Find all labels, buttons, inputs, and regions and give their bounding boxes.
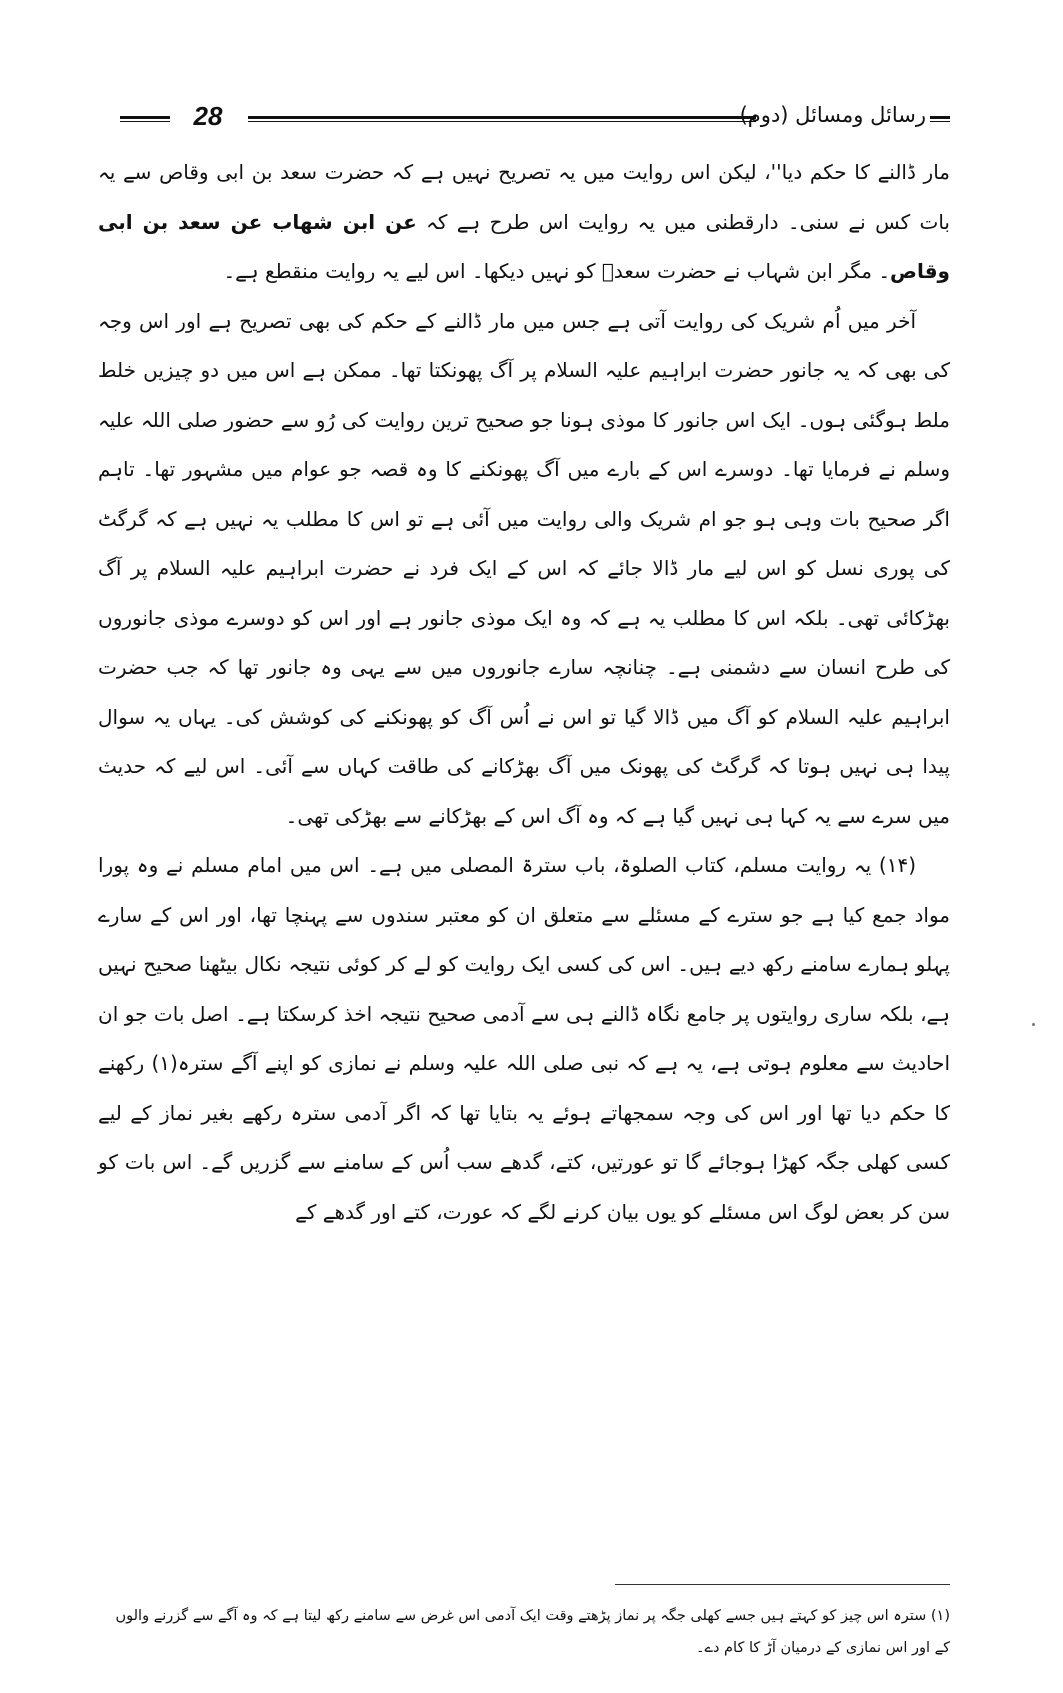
paragraph-1-text: مار ڈالنے کا حکم دیا''، لیکن اس روایت میں یہ تصریح نہیں ہے کہ حضرت سعد بن ابی وقاص سے یہ بات کس نے سنی۔ دارقطنی میں یہ روایت اس طرح ہے کہ xyxy=(98,160,950,234)
paragraph-3: (۱۴) یہ روایت مسلم، کتاب الصلوۃ، باب سترۃ المصلی میں ہے۔ اس میں امام مسلم نے وہ پورا مواد جمع کیا ہے جو سترے کے مسئلے سے متعلق ان کو معتبر سندوں سے پہنچا تھا، اور اس کے سارے پہلو ہمارے سامنے رکھ دیے ہیں۔ اس کی کسی ایک روایت کو لے کر کوئی نتیجہ نکال بیٹھنا صحیح نہیں ہے، بلکہ ساری روایتوں پر جامع نگاہ ڈالنے ہی سے آدمی صحیح نتیجہ اخذ کرسکتا ہے۔ اصل بات جو ان احادیث سے معلوم ہوتی ہے، یہ ہے کہ نبی صلی اللہ علیہ وسلم نے نمازی کو اپنے آگے سترہ(۱) رکھنے کا حکم دیا تھا اور اس کی وجہ سمجھاتے ہوئے یہ بتایا تھا کہ اگر آدمی سترہ رکھے بغیر نماز کے لیے کسی کھلی جگہ کھڑا ہوجائے گا تو عورتیں، کتے، گدھے سب اُس کے سامنے سے گزریں گے۔ اس بات کو سن کر بعض لوگ اس مسئلے کو یوں بیان کرنے لگے کہ عورت، کتے اور گدھے کے xyxy=(98,853,951,1224)
footnote-line-2: کے اور اس نمازی کے درمیان آڑ کا کام دے۔ xyxy=(696,1640,950,1656)
header-rule-left xyxy=(120,116,170,122)
header-rule-right xyxy=(930,116,950,122)
scan-speck xyxy=(1032,1023,1035,1026)
page-number: 28 xyxy=(193,101,223,131)
arabic-quote: عن ابن شھاب عن سعد بن ابی وقاص xyxy=(98,209,950,283)
footnote-separator xyxy=(615,1584,950,1585)
body-text xyxy=(98,148,950,1237)
page-header xyxy=(120,98,950,138)
footnote-line-1: (۱) سترہ اس چیز کو کہتے ہیں جسے کھلی جگہ پر نماز پڑھتے وقت ایک آدمی اس غرض سے سامنے رکھ لیتا ہے کہ وہ آگے سے گزرنے والوں xyxy=(115,1608,950,1624)
header-rule-middle xyxy=(248,116,756,122)
running-title: رسائل ومسائل (دوم) xyxy=(739,103,926,127)
paragraph-1-end: مگر ابن شہاب نے حضرت سعدؓ کو نہیں دیکھا۔ اس لیے یہ روایت منقطع ہے۔ xyxy=(223,259,872,283)
paragraph-2: آخر میں اُم شریک کی روایت آتی ہے جس میں مار ڈالنے کے حکم کی بھی تصریح ہے اور اس وجہ کی بھی کہ یہ جانور حضرت ابراہیم علیہ السلام پر آگ پھونکتا تھا۔ ممکن ہے اس میں دو چیزیں خلط ملط ہوگئی ہوں۔ ایک اس جانور کا موذی ہونا جو صحیح ترین روایت کی رُو سے حضور صلی اللہ علیہ وسلم نے فرمایا تھا۔ دوسرے اس کے بارے میں آگ پھونکنے کا وہ قصہ جو عوام میں مشہور تھا۔ تاہم اگر صحیح بات وہی ہو جو ام شریک والی روایت میں آئی ہے تو اس کا مطلب یہ نہیں ہے کہ گرگٹ کی پوری نسل کو اس لیے مار ڈالا جائے کہ اس کے ایک فرد نے حضرت ابراہیم علیہ السلام پر آگ بھڑکائی تھی۔ بلکہ اس کا مطلب یہ ہے کہ وہ ایک موذی جانور ہے اور اس کو دوسرے موذی جانوروں کی طرح انسان سے دشمنی ہے۔ چنانچہ سارے جانوروں میں سے یہی وہ جانور تھا کہ جب حضرت ابراہیم علیہ السلام کو آگ میں ڈالا گیا تو اس نے اُس آگ کو پھونکنے کی کوشش کی۔ یہاں یہ سوال پیدا ہی نہیں ہوتا کہ گرگٹ کی پھونک میں آگ بھڑکانے کی طاقت کہاں سے آئی۔ اس لیے کہ حدیث میں سرے سے یہ کہا ہی نہیں گیا ہے کہ وہ آگ اس کے بھڑکانے سے بھڑکی تھی۔ xyxy=(98,308,950,828)
footnote xyxy=(98,1600,950,1664)
paragraph-1: مار ڈالنے کا حکم دیا''، لیکن اس روایت میں یہ تصریح نہیں ہے کہ حضرت سعد بن ابی وقاص سے یہ بات کس نے سنی۔ دارقطنی میں یہ روایت اس طرح ہے کہ عن ابن شھاب عن سعد بن ابی وقاص۔ مگر ابن شہاب نے حضرت سعدؓ کو نہیں دیکھا۔ اس لیے یہ روایت منقطع ہے۔ xyxy=(98,160,950,283)
